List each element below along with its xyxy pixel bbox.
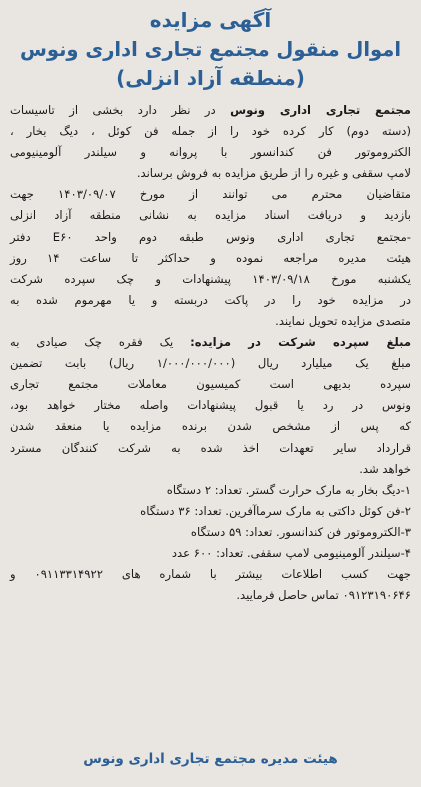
paragraph-2-line: متصدی مزایده تحویل نمایند. <box>275 313 411 328</box>
company-name: مجتمع تجاری اداری ونوس <box>230 103 411 117</box>
contact-line: ۰۹۱۲۳۱۹۰۶۴۶ تماس حاصل فرمایید. <box>236 588 411 603</box>
contact-line: جهت کسب اطلاعات بیشتر با شماره های ۰۹۱۱۳۳۱۴۹۲۲ و <box>10 567 411 582</box>
item-line: ۲-فن کوئل داکتی به مارک سرماآفرین. تعداد: ۳۶ دستگاه <box>140 503 411 518</box>
deposit-line <box>10 332 411 353</box>
paragraph-1-line: (دسته دوم) کار کرده خود را از جمله فن کوئل ، دیگ بخار ، <box>10 124 411 139</box>
paragraph-1-line: لامپ سقفی و غیره را از طریق مزایده به فروش برساند. <box>136 166 411 181</box>
paragraph-2-line: بازدید و دریافت اسناد مزایده به نشانی منطقه آزاد انزلی <box>10 208 411 223</box>
paragraph-1-line: الکتروموتور فن کندانسور با پروانه و سیلندر آلومینیومی <box>10 145 411 160</box>
deposit-line: خواهد شد. <box>359 461 411 476</box>
paragraph-1-line <box>10 100 411 121</box>
deposit-text: یک فقره چک صیادی به <box>10 335 191 350</box>
item-line: ۳-الکتروموتور فن کندانسور. تعداد: ۵۹ دستگاه <box>190 524 411 539</box>
paragraph-2-line: هیئت مدیره مراجعه نموده و حداکثر تا ساعت ۱۴ روز <box>10 250 411 265</box>
deposit-line: مبلغ یک میلیارد ریال (۱/۰۰۰/۰۰۰/۰۰۰ ریال) بابت تضمین <box>10 356 411 371</box>
paragraph-1-text: در نظر دارد بخشی از تاسیسات <box>10 103 231 117</box>
board-signature: هیئت مدیره مجتمع تجاری اداری ونوس <box>83 751 338 767</box>
paragraph-2-line: یکشنبه مورخ ۱۴۰۳/۰۹/۱۸ پیشنهادات و چک سپرده شرکت <box>10 271 411 286</box>
deposit-line: که پس از مشخص شدن برنده مزایده یا منعقد شدن <box>10 419 411 434</box>
paragraph-2-line: متقاضیان محترم می توانند از مورخ ۱۴۰۳/۰۹/۰۷ جهت <box>10 187 411 202</box>
paragraph-2-line: در مزایده خود را در پاکت دربسته و یا مهرموم شده به <box>10 292 411 307</box>
deposit-line: قرارداد سایر تعهدات اخذ شده به شرکت کنندگان مسترد <box>10 440 411 455</box>
deposit-heading: مبلغ سپرده شرکت در مزایده: <box>190 335 412 350</box>
notice-header <box>10 6 411 93</box>
item-line: ۱-دیگ بخار به مارک حرارت گستر. تعداد: ۲ دستگاه <box>166 482 411 497</box>
notice-subtitle: اموال منقول مجتمع تجاری اداری ونوس <box>19 38 402 61</box>
paragraph-2-line: -مجتمع تجاری اداری ونوس طبقه دوم واحد E۶۰ دفتر <box>10 229 411 244</box>
item-line: ۴-سیلندر آلومینیومی لامپ سقفی. تعداد: ۶۰۰ عدد <box>171 545 411 560</box>
notice-body <box>10 100 411 606</box>
notice-zone: (منطقه آزاد انزلی) <box>116 66 305 90</box>
deposit-line: ونوس در رد یا قبول پیشنهادات واصله مختار خواهد بود، <box>10 398 411 413</box>
notice-title: آگهی مزایده <box>149 8 272 32</box>
deposit-line: سپرده بدیهی است کمیسیون معاملات مجتمع تجاری <box>10 377 411 392</box>
